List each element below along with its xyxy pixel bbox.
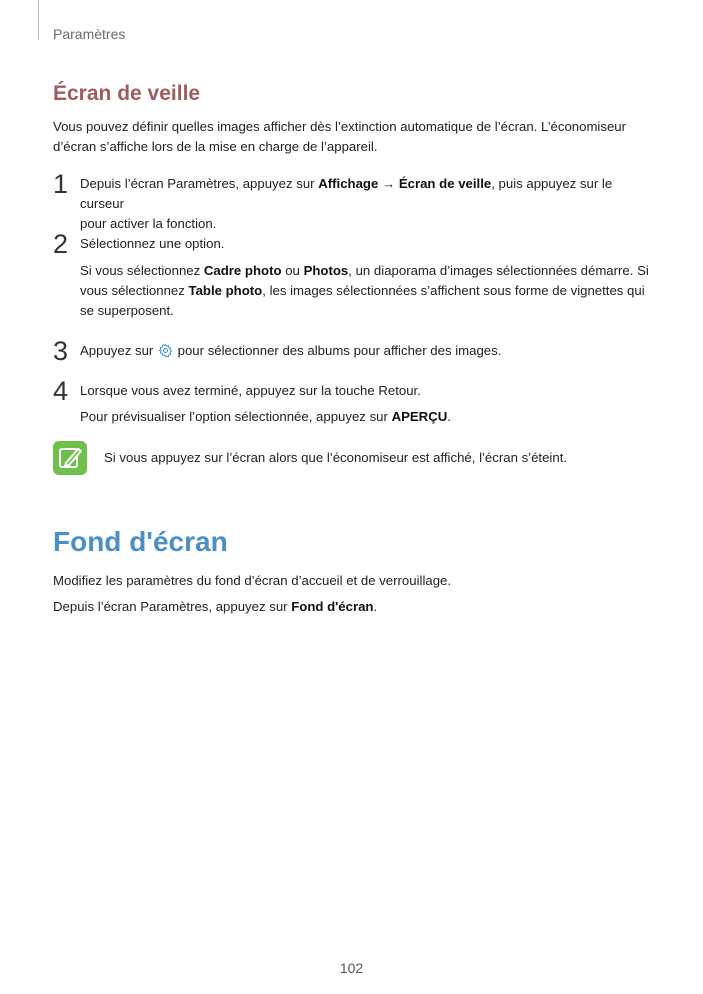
gear-icon	[158, 343, 173, 358]
step-number: 2	[53, 229, 69, 259]
step-1-bold-ecran-de-veille: Écran de veille	[398, 176, 492, 191]
intro-paragraph	[53, 117, 653, 157]
step-4-text: Lorsque vous avez terminé, appuyez sur la touche Retour.	[80, 383, 421, 398]
step-number: 4	[53, 376, 69, 406]
step-1-text-a: Depuis l’écran Paramètres, appuyez sur	[80, 176, 319, 191]
step-1-line-2: pour activer la fonction.	[80, 216, 217, 231]
bold-fond-d-ecran: Fond d'écran	[291, 599, 374, 614]
step-number: 3	[53, 336, 69, 366]
step-4-sub-a: Pour prévisualiser l’option sélectionnée, appuyez sur	[80, 409, 392, 424]
bold-table-photo: Table photo	[188, 283, 263, 298]
fond-line-2-a: Depuis l’écran Paramètres, appuyez sur	[53, 599, 292, 614]
fond-line-2	[53, 597, 653, 617]
step-2-sub2-a: vous sélectionnez	[80, 283, 189, 298]
section-title-fond-d-ecran: Fond d'écran	[53, 526, 228, 557]
step-2-sub-c: ou	[281, 263, 304, 278]
step-1-bold-affichage: Affichage	[318, 176, 379, 191]
step-1-text	[80, 174, 652, 234]
note-pencil-icon	[53, 441, 87, 475]
bold-photos: Photos	[303, 263, 349, 278]
step-number: 1	[53, 169, 69, 199]
step-4-sub-c: .	[447, 409, 451, 424]
header-rule	[38, 0, 39, 40]
arrow: →	[378, 176, 399, 191]
step-4-sub	[80, 407, 652, 427]
step-1-text-c: , puis appuyez sur le curseur	[80, 176, 613, 211]
intro-line-1: Vous pouvez définir quelles images afficher dès l’extinction automatique de l’écran. L’économiseur	[53, 119, 627, 134]
step-2-sub-d: , un diaporama d’images sélectionnées démarre. Si	[348, 263, 649, 278]
fond-line-1: Modifiez les paramètres du fond d’écran d’accueil et de verrouillage.	[53, 573, 452, 588]
step-2-sub-a: Si vous sélectionnez	[80, 263, 204, 278]
step-3-text	[80, 341, 652, 361]
step-2-sub2-c: , les images sélectionnées s’affichent sous forme de vignettes qui	[262, 283, 645, 298]
bold-cadre-photo: Cadre photo	[203, 263, 282, 278]
header-label: Paramètres	[53, 26, 126, 42]
fond-line-2-c: .	[373, 599, 378, 614]
step-3-text-c: pour sélectionner des albums pour afficher des images.	[173, 343, 502, 358]
page-number: 102	[339, 960, 364, 976]
note-text: Si vous appuyez sur l’écran alors que l’économiseur est affiché, l’écran s’éteint.	[104, 450, 568, 465]
step-2-text: Sélectionnez une option.	[80, 236, 225, 251]
section-title-ecran-de-veille: Écran de veille	[53, 82, 201, 105]
step-2-sub	[80, 261, 652, 321]
step-2-sub3: se superposent.	[80, 303, 174, 318]
intro-line-2: d’écran s’affiche lors de la mise en charge de l’appareil.	[53, 139, 378, 154]
step-3-text-a: Appuyez sur	[80, 343, 157, 358]
bold-apercu: APERÇU	[391, 409, 448, 424]
